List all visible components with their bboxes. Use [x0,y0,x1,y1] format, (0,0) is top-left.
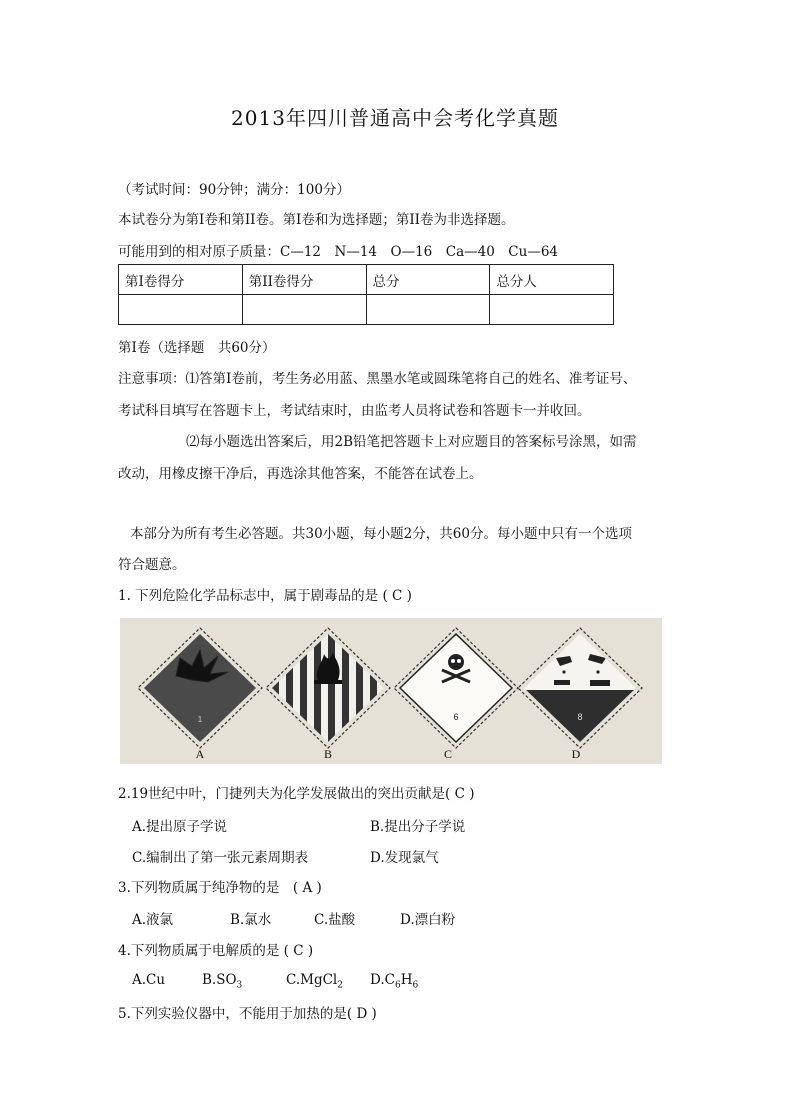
atomic-mass: 可能用到的相对原子质量：C—12 N—14 O—16 Ca—40 Cu—64 [118,244,559,260]
notes-line: ⑵每小题选出答案后，用2B铅笔把答题卡上对应题目的答案标号涂黑，如需 [186,434,637,450]
hazard-number: 6 [453,712,459,722]
corrosive-hazard-icon [518,628,642,750]
explosive-hazard-icon [138,628,262,748]
score-table [118,264,614,325]
exam-info: （考试时间：90分钟；满分：100分） [118,182,350,198]
q2-option-b: B.提出分子学说 [370,819,466,835]
hazard-number-hidden: 4 [120,618,121,619]
q4-c-subscript: 2 [337,980,343,991]
q2-option-d: D.发现氯气 [370,850,439,866]
q4-c-text: C.MgCl [286,972,338,988]
hazard-label-d: D [571,747,581,761]
section-title: 第I卷（选择题 共60分） [118,340,276,356]
notes-line: 改动，用橡皮擦干净后，再选涂其他答案，不能答在试卷上。 [118,466,483,482]
score-header-cell: 总分人 [490,265,614,295]
hazard-number: 8 [577,712,583,722]
hazard-number: 1 [197,715,203,724]
notes-line: 考试科目填写在答题卡上，考试结束时，由监考人员将试卷和答题卡一并收回。 [118,403,591,419]
score-blank-cell[interactable] [242,295,366,325]
q4-d-subscript: 6 [394,980,401,991]
score-header-cell: 总分 [366,265,490,295]
exam-structure: 本试卷分为第I卷和第II卷。第I卷和为选择题；第II卷为非选择题。 [118,212,515,228]
q3-option-d: D.漂白粉 [400,912,456,928]
flammable-solid-icon [266,628,390,748]
hazard-symbols-figure [120,618,662,764]
question-3: 3.下列物质属于纯净物的是 ( A ) [118,880,322,896]
q3-option-a: A.液氯 [132,912,174,928]
q4-b-subscript: 3 [236,980,243,991]
hazard-label-b: B [323,747,333,761]
q3-option-b: B.氯水 [230,912,272,928]
instructions-line: 符合题意。 [118,557,186,573]
hazard-symbols-svg [120,618,662,764]
score-header-cell: 第II卷得分 [242,265,366,295]
question-2: 2.19世纪中叶，门捷列夫为化学发展做出的突出贡献是( C ) [118,786,475,802]
q4-b-text: B.SO [202,972,237,988]
q4-option-a: A.Cu [132,972,166,988]
score-blank-cell[interactable] [490,295,614,325]
page-title: 2013年四川普通高中会考化学真题 [231,106,559,130]
q4-option-d [370,972,418,991]
q4-option-c [286,972,343,991]
question-1: 1. 下列危险化学品标志中，属于剧毒品的是 ( C ) [118,588,412,604]
score-header-cell: 第I卷得分 [119,265,243,295]
question-5: 5.下列实验仪器中，不能用于加热的是( D ) [118,1006,377,1022]
toxic-skull-icon [394,628,518,748]
q3-option-c: C.盐酸 [314,912,356,928]
q4-option-b [202,972,242,991]
hazard-label-a: A [195,747,205,761]
question-4: 4.下列物质属于电解质的是 ( C ) [118,943,314,959]
score-table-header-row [119,265,614,295]
notes-line: 注意事项：⑴答第I卷前，考生务必用蓝、黑墨水笔或圆珠笔将自己的姓名、准考证号、 [118,371,637,387]
hazard-label-c: C [443,747,453,761]
score-blank-cell[interactable] [366,295,490,325]
score-table-blank-row [119,295,614,325]
q4-d-text: $D.C_6H_6$ [370,972,419,991]
q2-option-c: C.编制出了第一张元素周期表 [132,850,309,866]
instructions-line: 本部分为所有考生必答题。共30小题，每小题2分，共60分。每小题中只有一个选项 [130,526,632,542]
score-blank-cell[interactable] [119,295,243,325]
q4-d-subscript: 6 [412,980,419,991]
q2-option-a: A.提出原子学说 [132,819,228,835]
